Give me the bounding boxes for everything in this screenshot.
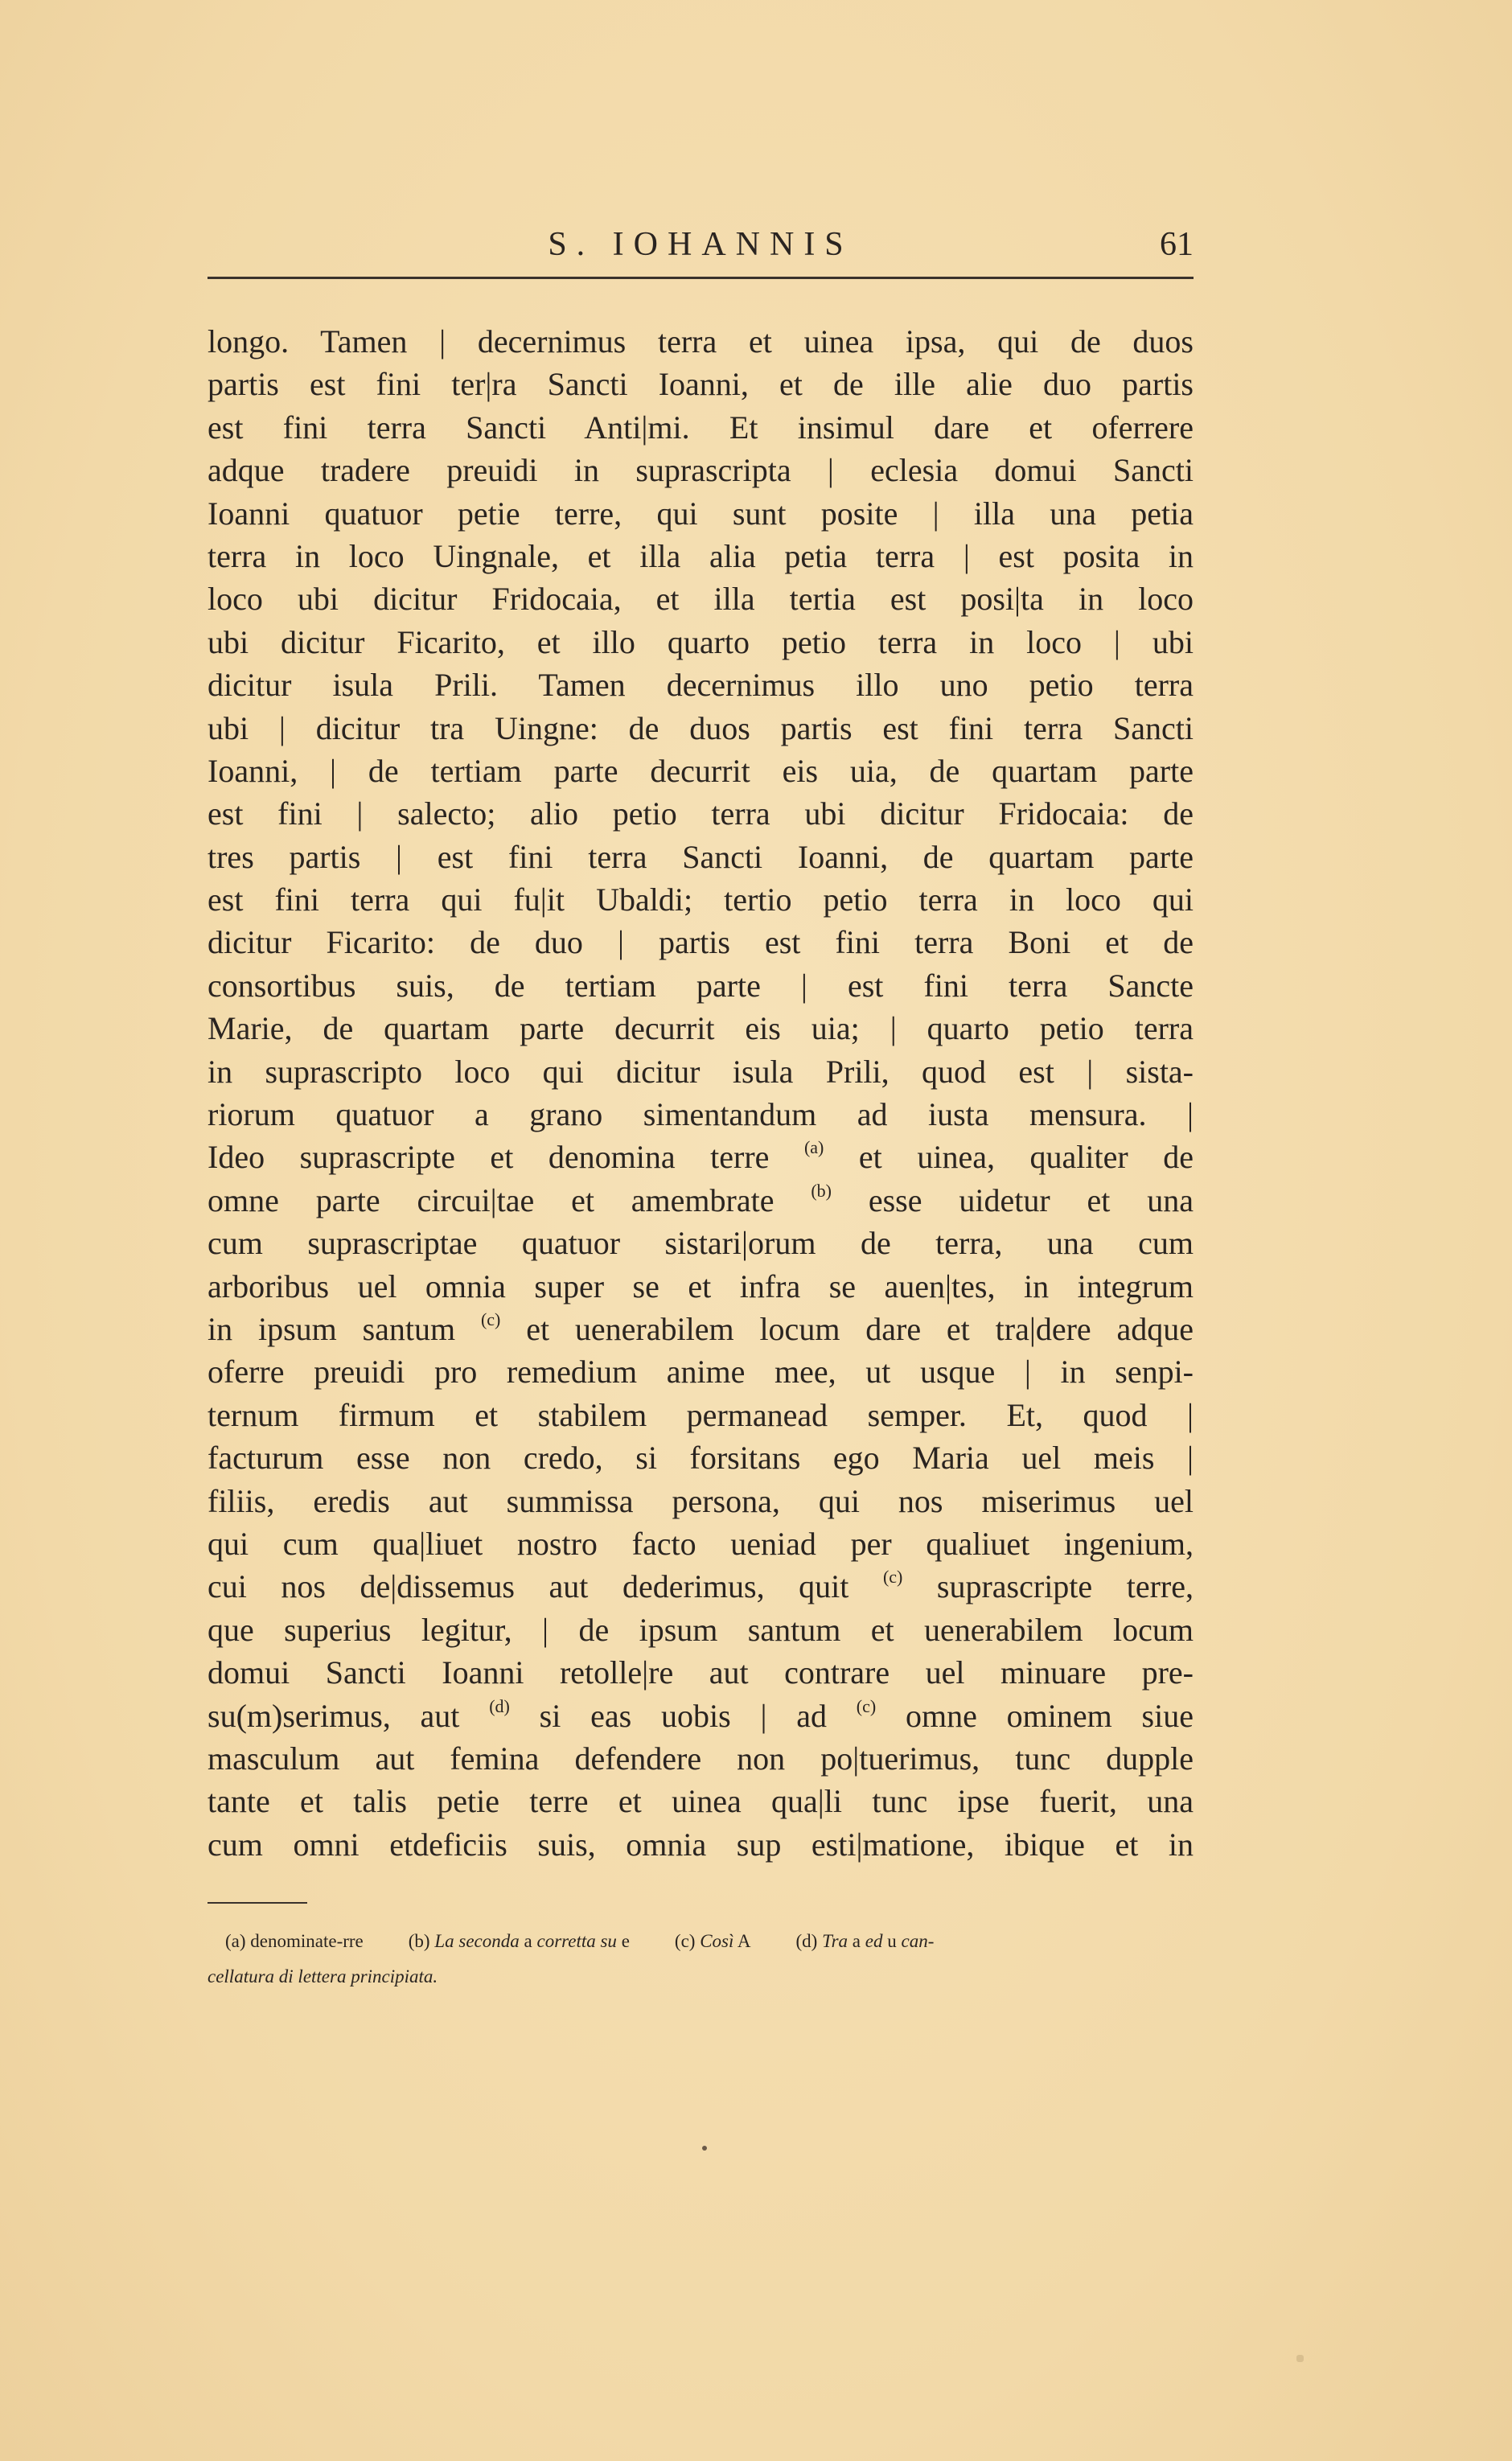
body-text: [207, 320, 1194, 1866]
text-line: su(m)serimus, aut $^{(d)}$ si eas uobis | ad $^{(c)}$ omne ominem siue: [207, 1695, 1194, 1734]
footnote-text: ed: [865, 1931, 883, 1951]
footnote-mark: (c): [674, 1931, 696, 1951]
footnote-text: Così: [700, 1931, 734, 1951]
footnote-mark: (a): [225, 1931, 246, 1951]
text-line: domui Sancti Ioanni retolle|re aut contrare uel minuare pre-: [207, 1654, 1194, 1691]
footnote-rule: [207, 1902, 307, 1904]
text-line: longo. Tamen | decernimus terra et uinea ipsa, qui de duos: [207, 323, 1194, 359]
text-line: tres partis | est fini terra Sancti Ioanni, de quartam parte: [207, 838, 1194, 875]
text-line: arboribus uel omnia super se et infra se auen|tes, in integrum: [207, 1267, 1194, 1304]
text-line: filiis, eredis aut summissa persona, qui nos miserimus uel: [207, 1482, 1194, 1519]
footnotes: [207, 1924, 1194, 1995]
text-line: consortibus suis, de tertiam parte | est fini terra Sancte: [207, 967, 1194, 1004]
text-line: est fini terra Sancti Anti|mi. Et insimul dare et oferrere: [207, 409, 1194, 446]
text-line: ternum firmum et stabilem permanead semper. Et, quod |: [207, 1396, 1194, 1433]
text-line: dicitur isula Prili. Tamen decernimus illo uno petio terra: [207, 667, 1194, 704]
footnote-reference: (b): [811, 1180, 832, 1201]
text-line: in suprascripto loco qui dicitur isula Prili, quod est | sista-: [207, 1053, 1194, 1090]
footnote-text: can-: [901, 1931, 935, 1951]
text-line: cum suprascriptae quatuor sistari|orum de terra, una cum: [207, 1225, 1194, 1262]
header-rule: [207, 277, 1194, 279]
page-number: 61: [1160, 226, 1194, 263]
footnote-text: a: [852, 1931, 861, 1951]
text-line: cum omni etdeficiis suis, omnia sup esti|matione, ibique et in: [207, 1826, 1194, 1863]
text-line: Ioanni, | de tertiam parte decurrit eis uia, de quartam parte: [207, 752, 1194, 789]
text-line: adque tradere preuidi in suprascripta | eclesia domui Sancti: [207, 452, 1194, 489]
footnote-mark: (b): [408, 1931, 430, 1951]
footnote-text: A: [737, 1931, 751, 1951]
footnote-d: [795, 1924, 934, 1959]
footnote-reference: (c): [882, 1567, 903, 1588]
footnote-a: [225, 1924, 364, 1959]
text-line: facturum esse non credo, si forsitans ego Maria uel meis |: [207, 1440, 1194, 1477]
text-line: in ipsum santum $^{(c)}$ et uenerabilem locum dare et tra|dere adque: [207, 1309, 1194, 1347]
text-line: qui cum qua|liuet nostro facto ueniad per qualiuet ingenium,: [207, 1525, 1194, 1562]
page-header: [207, 225, 1194, 273]
text-line: terra in loco Uingnale, et illa alia petia terra | est posita in: [207, 537, 1194, 574]
footnote-text: La seconda: [434, 1931, 520, 1951]
footnote-b: [409, 1924, 630, 1959]
footnote-text: u: [887, 1931, 897, 1951]
text-line: ubi | dicitur tra Uingne: de duos partis est fini terra Sancti: [207, 709, 1194, 746]
text-line: est fini | salecto; alio petio terra ubi dicitur Fridocaia: de: [207, 795, 1194, 832]
text-line: Ideo suprascripte et denomina terre $^{(a)}$ et uinea, qualiter de: [207, 1137, 1194, 1176]
text-line: loco ubi dicitur Fridocaia, et illa tertia est posi|ta in loco: [207, 581, 1194, 618]
footnote-reference: (d): [489, 1695, 510, 1716]
text-line: cui nos de|dissemus aut dederimus, quit $^{(c)}$ suprascripte terre,: [207, 1567, 1194, 1605]
text-line: Marie, de quartam parte decurrit eis uia; | quarto petio terra: [207, 1010, 1194, 1047]
footnote-text: corretta su: [536, 1931, 617, 1951]
text-line: oferre preuidi pro remedium anime mee, ut usque | in senpi-: [207, 1354, 1194, 1391]
text-line: que superius legitur, | de ipsum santum et uenerabilem locum: [207, 1611, 1194, 1648]
footnote-reference: (c): [480, 1309, 501, 1329]
text-line: est fini terra qui fu|it Ubaldi; tertio petio terra in loco qui: [207, 881, 1194, 918]
text-line: dicitur Ficarito: de duo | partis est fini terra Boni et de: [207, 924, 1194, 961]
footnote-reference: (a): [803, 1137, 824, 1158]
footnote-continuation: cellatura di lettera principiata.: [207, 1966, 438, 1986]
text-line: riorum quatuor a grano simentandum ad iusta mensura. |: [207, 1096, 1194, 1133]
footnote-mark: (d): [795, 1931, 818, 1951]
footnote-text: e: [621, 1931, 630, 1951]
text-line: Ioanni quatuor petie terre, qui sunt posite | illa una petia: [207, 495, 1194, 532]
footnote-c: [675, 1924, 751, 1959]
text-line: ubi dicitur Ficarito, et illo quarto petio terra in loco | ubi: [207, 623, 1194, 660]
running-title: S. IOHANNIS: [548, 226, 853, 263]
text-line: omne parte circui|tae et amembrate $^{(b)}$ esse uidetur et una: [207, 1180, 1194, 1218]
paper-speck: [702, 2146, 707, 2151]
footnote-reference: (c): [856, 1695, 877, 1716]
text-line: masculum aut femina defendere non po|tuerimus, tunc dupple: [207, 1740, 1194, 1777]
footnote-text: Tra: [822, 1931, 848, 1951]
paper-speck: [1296, 2355, 1304, 2362]
text-line: partis est fini ter|ra Sancti Ioanni, et de ille alie duo partis: [207, 366, 1194, 403]
footnote-text: denominate-rre: [250, 1931, 364, 1951]
footnote-text: a: [524, 1931, 532, 1951]
text-line: tante et talis petie terre et uinea qua|li tunc ipse fuerit, una: [207, 1783, 1194, 1820]
